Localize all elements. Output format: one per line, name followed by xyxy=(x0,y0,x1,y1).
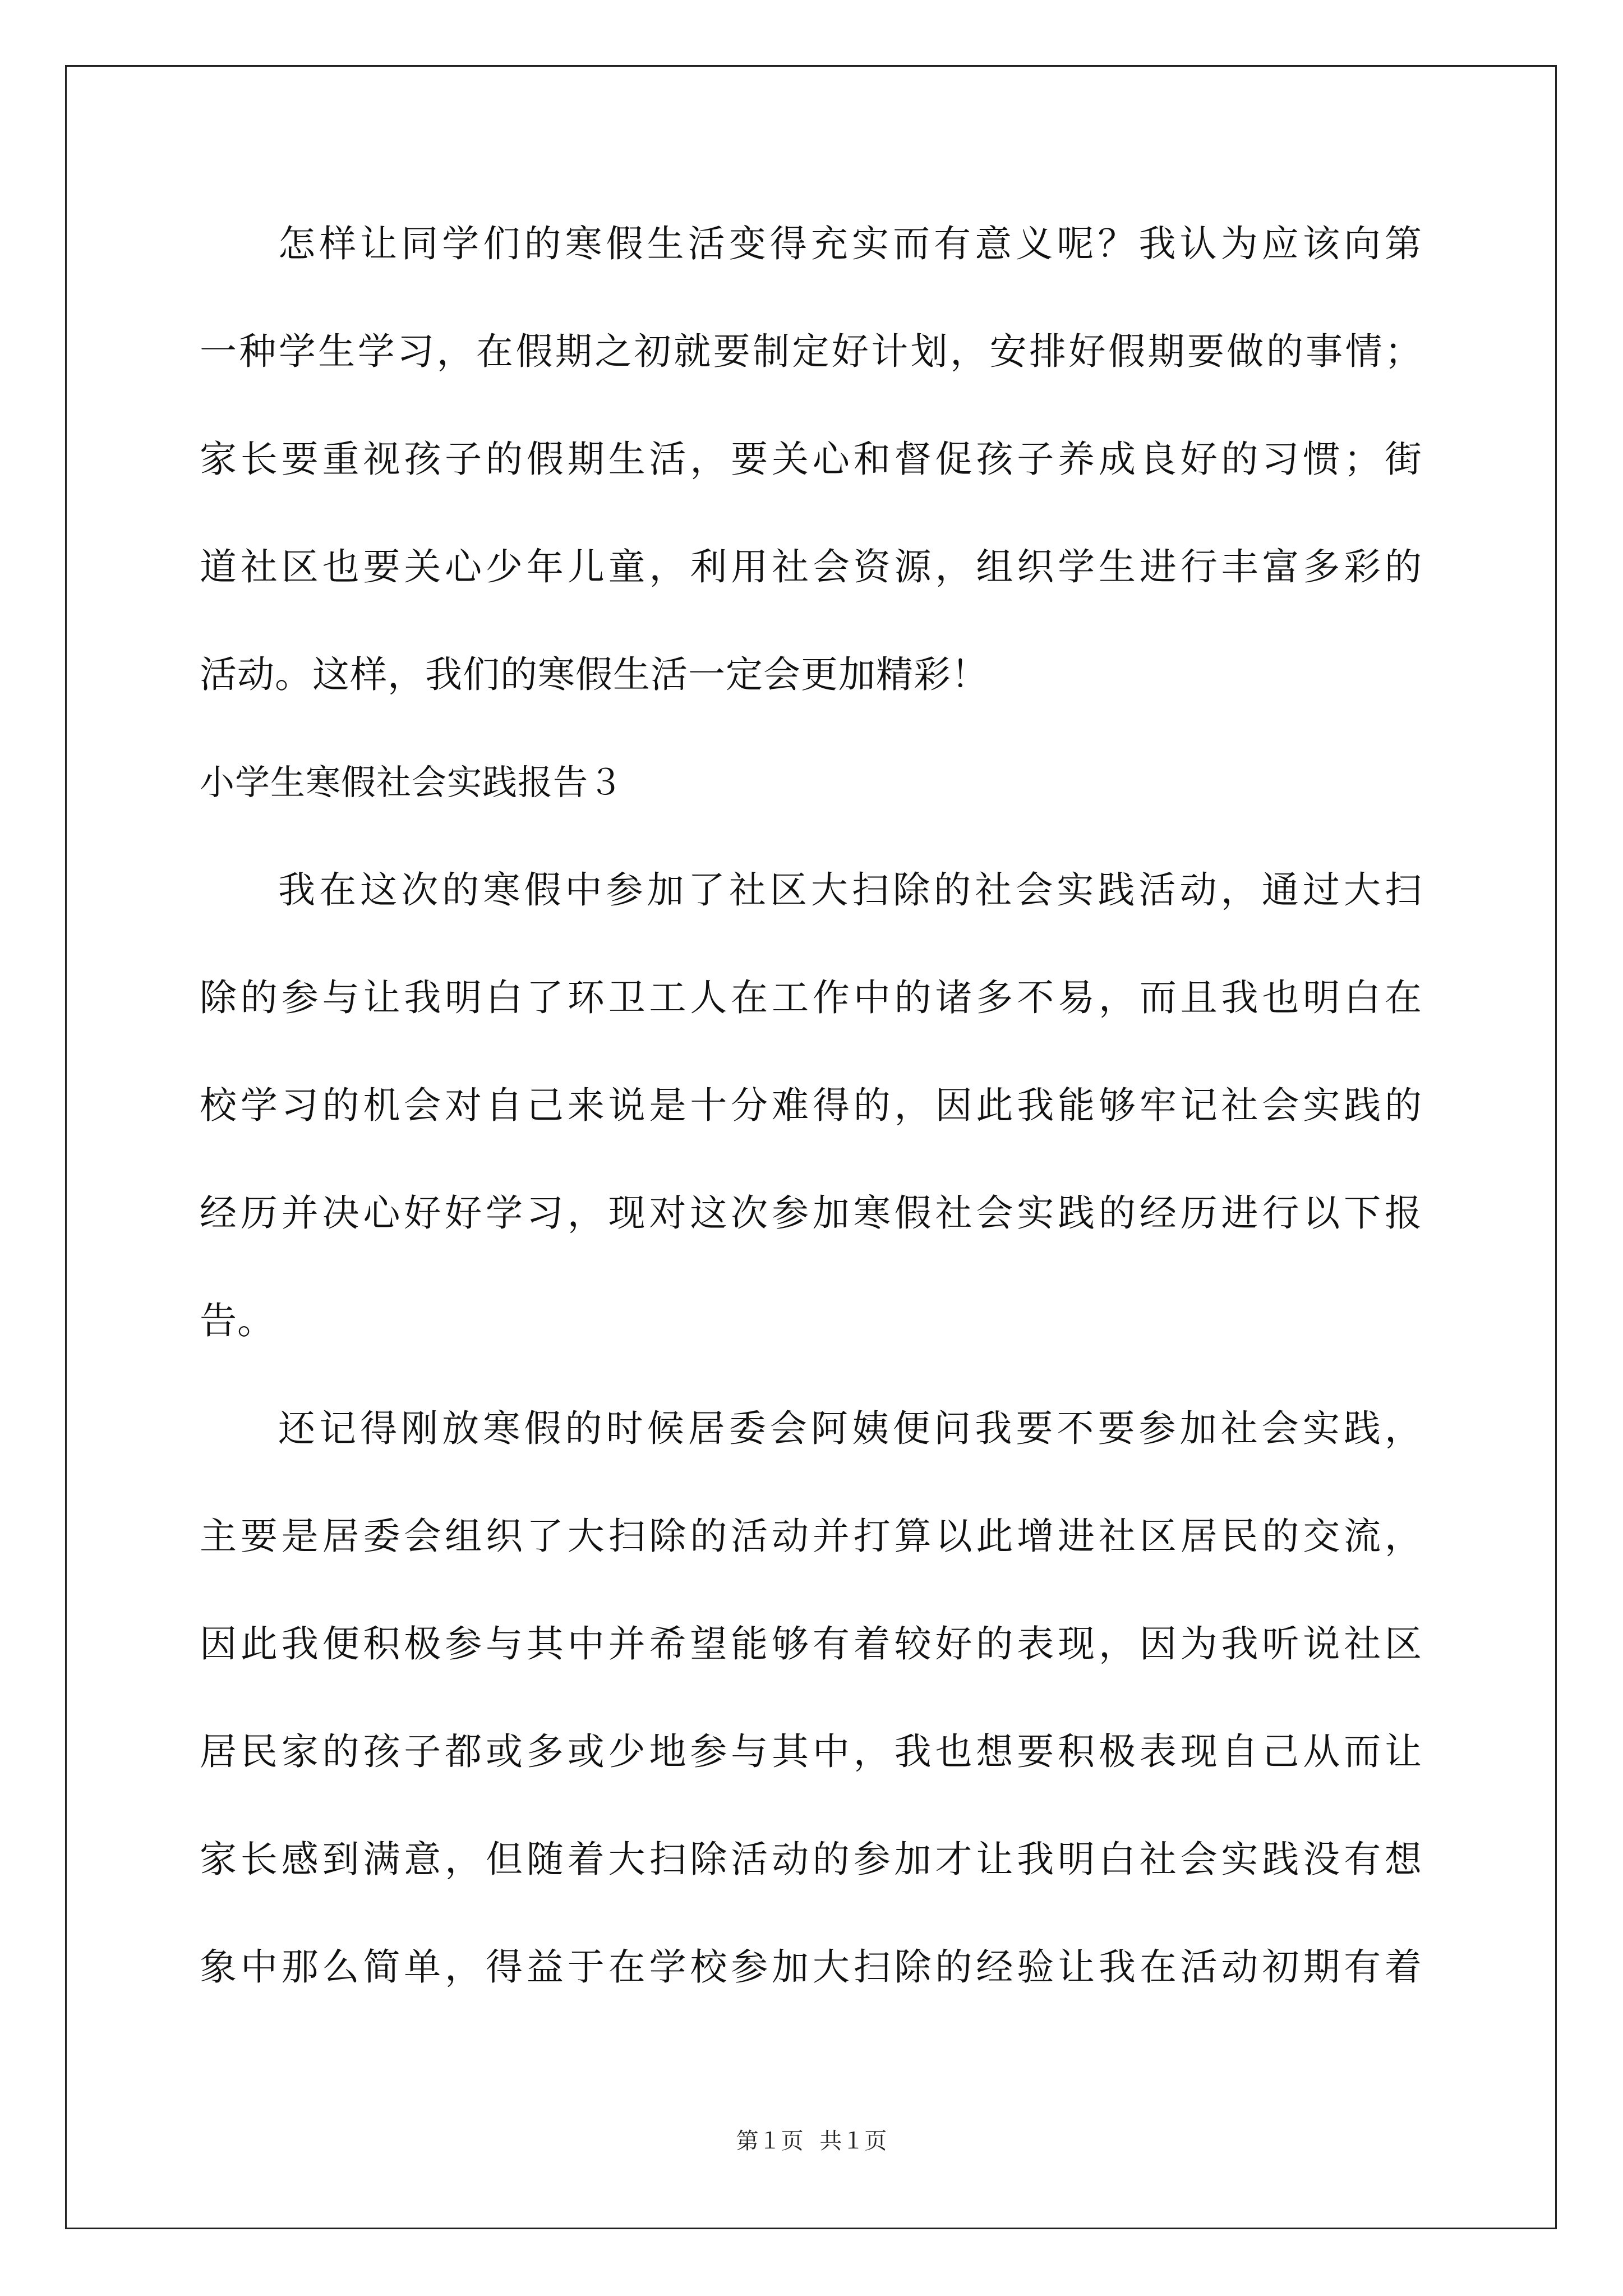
paragraph-line: 象中那么简单，得益于在学校参加大扫除的经验让我在活动初期有着 xyxy=(200,1945,1422,1989)
paragraph-line: 告。 xyxy=(200,1299,275,1342)
paragraph-line: 主要是居委会组织了大扫除的活动并打算以此增进社区居民的交流， xyxy=(200,1515,1422,1558)
paragraph-line: 除的参与让我明白了环卫工人在工作中的诸多不易，而且我也明白在 xyxy=(200,976,1422,1019)
paragraph-line: 还记得刚放寒假的时候居委会阿姨便问我要不要参加社会实践， xyxy=(278,1407,1422,1450)
paragraph-line: 我在这次的寒假中参加了社区大扫除的社会实践活动，通过大扫 xyxy=(278,868,1422,912)
paragraph-line: 家长要重视孩子的假期生活，要关心和督促孩子养成良好的习惯；街 xyxy=(200,438,1422,481)
page-number: 第１页 xyxy=(736,2128,804,2154)
paragraph-line: 道社区也要关心少年儿童，利用社会资源，组织学生进行丰富多彩的 xyxy=(200,545,1422,588)
paragraph-line: 活动。这样，我们的寒假生活一定会更加精彩！ xyxy=(200,653,989,696)
paragraph-line: 怎样让同学们的寒假生活变得充实而有意义呢？我认为应该向第 xyxy=(278,222,1422,265)
section-heading: 小学生寒假社会实践报告３ xyxy=(200,762,624,803)
paragraph-line: 经历并决心好好学习，现对这次参加寒假社会实践的经历进行以下报 xyxy=(200,1191,1422,1235)
paragraph-line: 校学习的机会对自己来说是十分难得的，因此我能够牢记社会实践的 xyxy=(200,1084,1422,1127)
page-footer xyxy=(0,2123,1623,2155)
paragraph-line: 一种学生学习，在假期之初就要制定好计划，安排好假期要做的事情； xyxy=(200,330,1422,373)
paragraph-line: 因此我便积极参与其中并希望能够有着较好的表现，因为我听说社区 xyxy=(200,1622,1422,1665)
paragraph-line: 家长感到满意，但随着大扫除活动的参加才让我明白社会实践没有想 xyxy=(200,1838,1422,1881)
page-total: 共１页 xyxy=(819,2128,887,2154)
paragraph-line: 居民家的孩子都或多或少地参与其中，我也想要积极表现自己从而让 xyxy=(200,1730,1422,1773)
document-body xyxy=(200,216,1422,2047)
